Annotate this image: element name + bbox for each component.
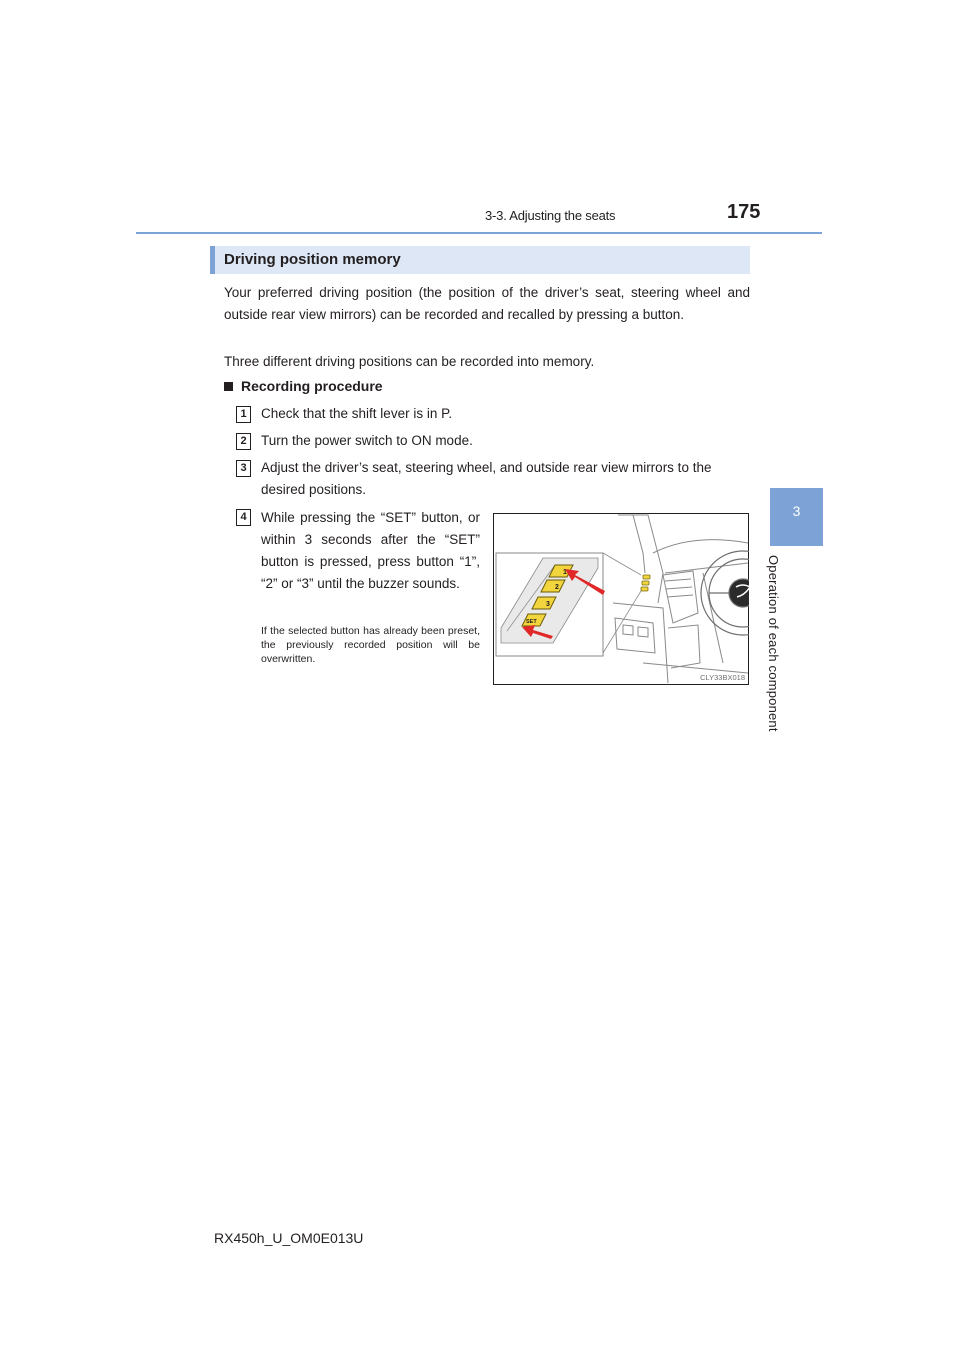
memory-button-label-set: SET — [526, 619, 537, 625]
page-number: 175 — [727, 201, 761, 223]
intro-paragraph: Your preferred driving position (the position of the driver’s seat, steering wheel and outside rear view mirrors) can be recorded and recalled by pressing a button. — [224, 285, 750, 322]
memory-buttons-illustration — [493, 513, 749, 685]
note-text: If the selected button has already been preset, the previously recorded position will be overwritten. — [261, 625, 480, 665]
step-text-4: While pressing the “SET” button, or within 3 seconds after the “SET” button is pressed, press button “1”, “2” or “3” until the buzzer sounds. — [261, 510, 480, 591]
chapter-title: Operation of each component — [766, 555, 781, 732]
step-text-1: Check that the shift lever is in P. — [261, 406, 453, 421]
memory-button-label-1: 1 — [563, 569, 567, 576]
step-number-2: 2 — [236, 433, 251, 450]
memory-button-label-2: 2 — [555, 584, 559, 591]
section-title-accent — [210, 246, 215, 274]
subheading — [224, 378, 383, 394]
section-title: Driving position memory — [224, 251, 401, 268]
illustration-code: CLY33BX018 — [700, 673, 745, 682]
square-bullet-icon — [224, 382, 233, 391]
chapter-number: 3 — [792, 503, 801, 519]
step-text-3: Adjust the driver’s seat, steering wheel, and outside rear view mirrors to the desired positions. — [261, 460, 712, 497]
intro-paragraph-2: Three different driving positions can be recorded into memory. — [224, 354, 595, 369]
header-section-title: 3-3. Adjusting the seats — [485, 208, 616, 223]
chapter-label-wrap — [766, 555, 791, 750]
step-number-3: 3 — [236, 460, 251, 477]
step-number-4: 4 — [236, 509, 251, 526]
footer-model-code: RX450h_U_OM0E013U — [214, 1230, 364, 1246]
header-rule — [136, 232, 822, 234]
step-number-1: 1 — [236, 406, 251, 423]
memory-button-label-3: 3 — [546, 601, 550, 608]
step-text-2: Turn the power switch to ON mode. — [261, 433, 473, 448]
subheading-text: Recording procedure — [241, 378, 383, 394]
